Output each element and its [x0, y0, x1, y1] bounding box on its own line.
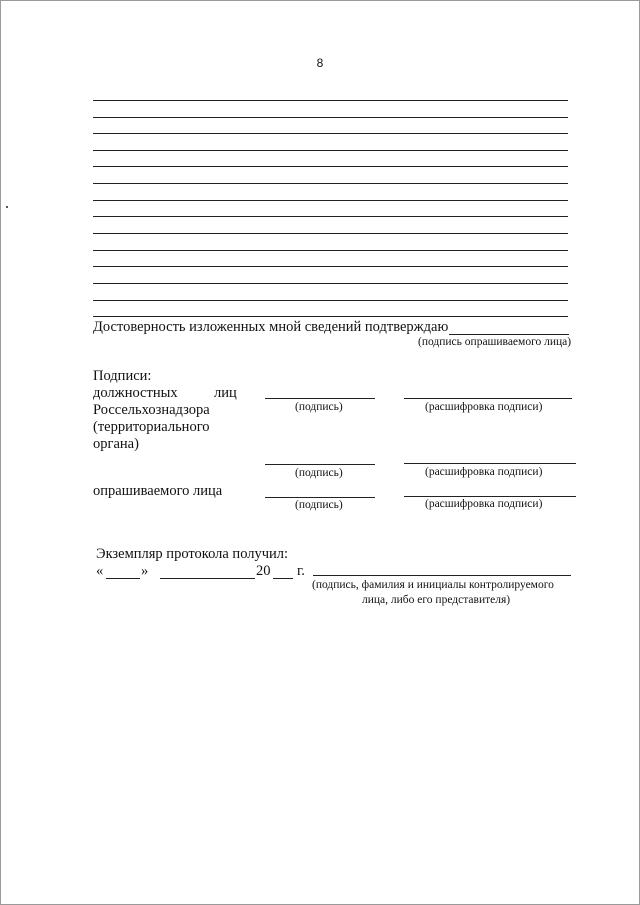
confirm-caption: (подпись опрашиваемого лица): [418, 336, 572, 348]
blank-line[interactable]: [93, 183, 568, 184]
official-decoding-line-2[interactable]: [404, 463, 576, 464]
blank-line[interactable]: [93, 250, 568, 251]
receipt-close-quote: »: [141, 563, 149, 579]
blank-line[interactable]: [93, 266, 568, 267]
blank-line[interactable]: [93, 316, 568, 317]
decoding-caption: (расшифровка подписи): [425, 466, 543, 478]
officials-label-word2: лиц: [214, 385, 237, 401]
blank-line[interactable]: [93, 200, 568, 201]
receipt-caption-line2: лица, либо его представителя): [362, 594, 511, 606]
receipt-heading: Экземпляр протокола получил:: [96, 546, 289, 562]
confirm-text: Достоверность изложенных мной сведений подтверждаю: [93, 319, 449, 335]
receipt-year-line[interactable]: [273, 578, 293, 579]
receipt-month-line[interactable]: [160, 578, 255, 579]
blank-line[interactable]: [93, 133, 568, 134]
receipt-signature-line[interactable]: [313, 575, 571, 576]
confirm-signature-line[interactable]: [449, 334, 569, 335]
officials-label-line2: Россельхознадзора: [93, 402, 210, 418]
receipt-day-line[interactable]: [106, 578, 140, 579]
signature-caption: (подпись): [295, 499, 343, 511]
signature-caption: (подпись): [295, 401, 343, 413]
signatures-heading: Подписи:: [93, 368, 152, 384]
officials-label-line4: органа): [93, 436, 139, 452]
officials-label-line3: (территориального: [93, 419, 210, 435]
blank-line[interactable]: [93, 300, 568, 301]
official-decoding-line[interactable]: [404, 398, 572, 399]
interviewee-label: опрашиваемого лица: [93, 483, 223, 499]
blank-line[interactable]: [93, 233, 568, 234]
blank-line[interactable]: [93, 216, 568, 217]
receipt-open-quote: «: [96, 563, 104, 579]
official-signature-line-2[interactable]: [265, 464, 375, 465]
blank-line[interactable]: [93, 150, 568, 151]
signature-caption: (подпись): [295, 467, 343, 479]
blank-line[interactable]: [93, 283, 568, 284]
officials-label-word1: должностных: [93, 385, 178, 401]
receipt-year-prefix: 20: [256, 563, 271, 579]
interviewee-decoding-line[interactable]: [404, 496, 576, 497]
blank-line[interactable]: [93, 100, 568, 101]
interviewee-signature-line[interactable]: [265, 497, 375, 498]
blank-line[interactable]: [93, 117, 568, 118]
blank-line[interactable]: [93, 166, 568, 167]
official-signature-line[interactable]: [265, 398, 375, 399]
receipt-caption-line1: (подпись, фамилия и инициалы контролируемого: [312, 579, 554, 591]
decoding-caption: (расшифровка подписи): [425, 401, 543, 413]
scan-speck: [6, 206, 8, 208]
receipt-year-suffix: г.: [297, 563, 305, 579]
page-number: 8: [316, 56, 324, 70]
decoding-caption: (расшифровка подписи): [425, 498, 543, 510]
